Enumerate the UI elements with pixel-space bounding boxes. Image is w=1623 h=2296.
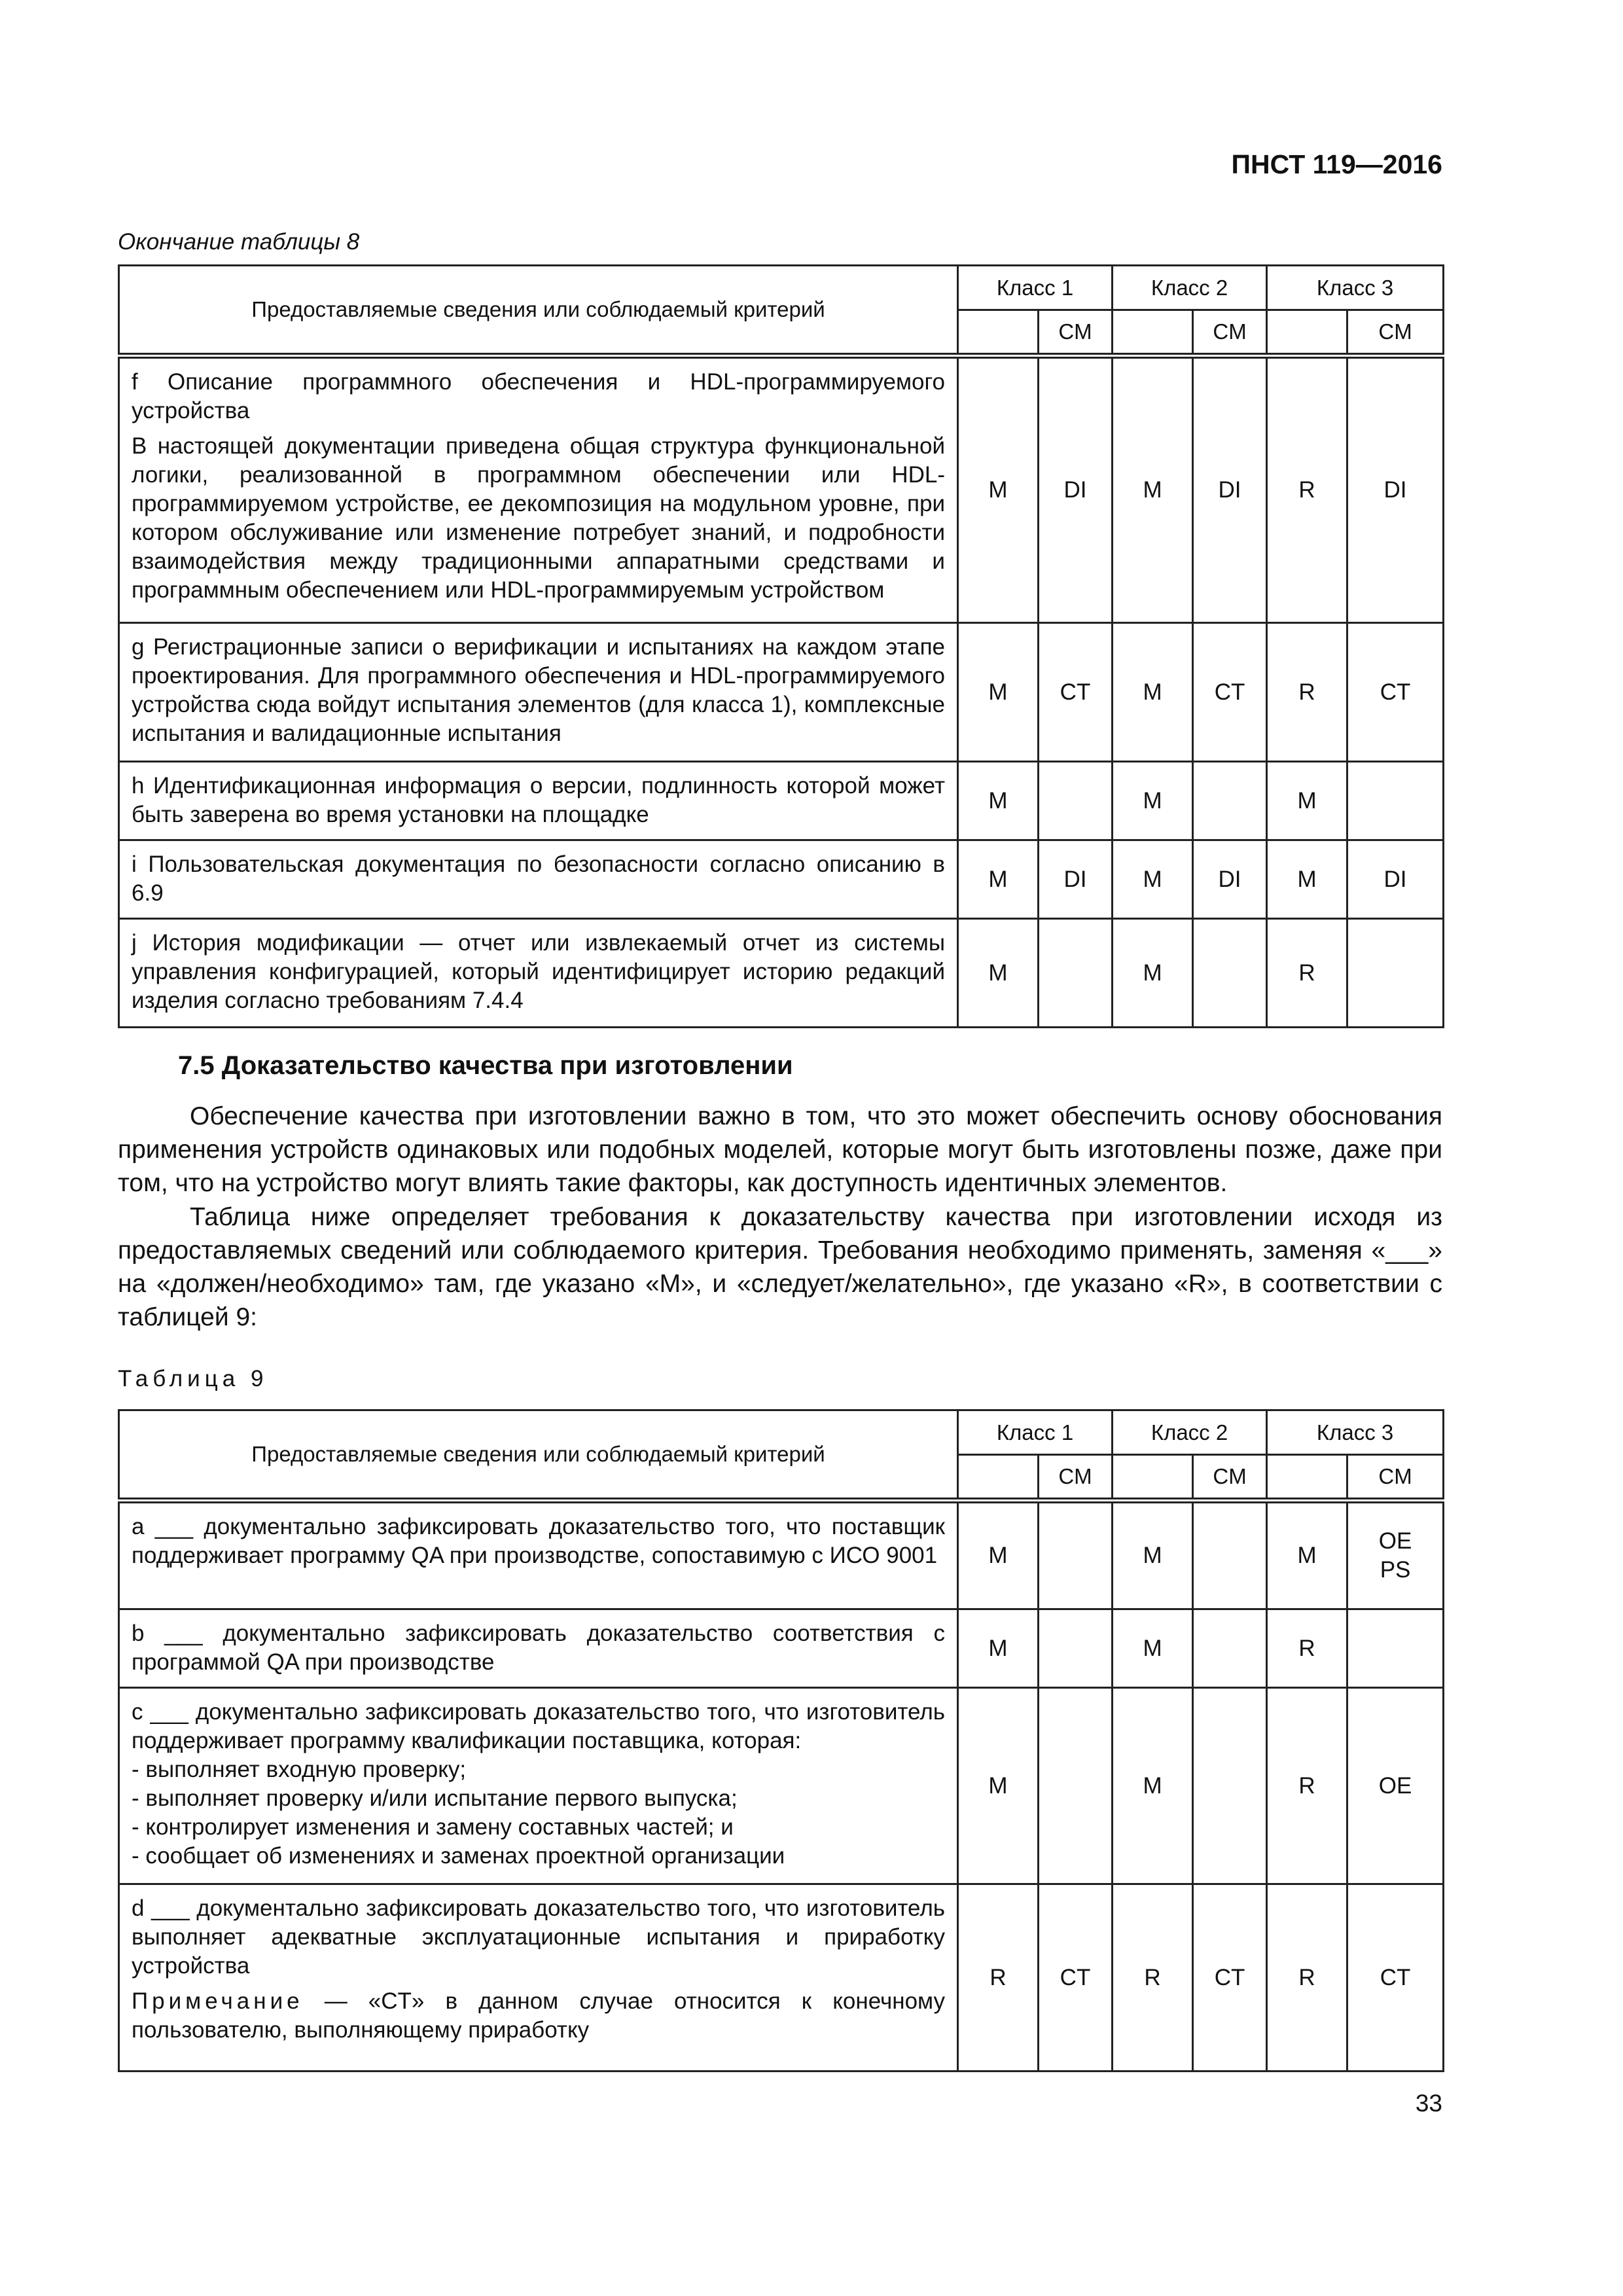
criterion-list: [132, 1755, 945, 1871]
subheader-cell: [958, 1455, 1039, 1501]
value-cell: [1347, 1609, 1444, 1688]
table-8: [118, 264, 1444, 1028]
list-item: - выполняет входную проверку;: [132, 1755, 945, 1784]
subheader-cell: [1267, 310, 1347, 356]
value-cell: M: [1267, 762, 1347, 840]
criterion-text: d ___ документально зафиксировать доказательство того, что изготовитель выполняет адекватные эксплуатационные испытания и приработку устройства: [132, 1895, 945, 1979]
criterion-text: g Регистрационные записи о верификации и испытаниях на каждом этапе проектирования. Для программного обеспечения и HDL-программируемого устройства сюда войдут испытания элементов (для класса 1), комплексные испытания и валидационные испытания: [132, 634, 945, 746]
subheader-cell: [1113, 1455, 1193, 1501]
criterion-cell: [119, 356, 958, 623]
value-cell: M: [1267, 840, 1347, 919]
subheader-cm: CM: [1039, 1455, 1113, 1501]
criterion-text: i Пользовательская документация по безопасности согласно описанию в 6.9: [132, 852, 945, 906]
value-cell: DI: [1039, 840, 1113, 919]
table9-caption: Таблица 9: [118, 1366, 268, 1391]
class-1-header: Класс 1: [958, 1410, 1113, 1455]
class-3-header: Класс 3: [1267, 266, 1444, 310]
criterion-text: h Идентификационная информация о версии, подлинность которой может быть заверена во время установки на площадке: [132, 773, 945, 827]
note-label: Примечание: [132, 1988, 304, 2014]
class-2-header: Класс 2: [1113, 1410, 1267, 1455]
table-9: [118, 1409, 1444, 2072]
value-cell: [1193, 919, 1267, 1028]
value-cell: R: [1267, 1688, 1347, 1884]
criterion-cell: [119, 919, 958, 1028]
value-cell: DI: [1193, 356, 1267, 623]
value-cell: CT: [1347, 1884, 1444, 2072]
value-cell: M: [958, 1609, 1039, 1688]
value-cell: CT: [1347, 623, 1444, 762]
subheader-cell: [1267, 1455, 1347, 1501]
note-text: — «CT» в данном случае относится к конечному пользователю, выполняющему приработку: [132, 1988, 945, 2043]
table-row: [119, 356, 1444, 623]
value-cell: R: [1267, 1609, 1347, 1688]
list-item: - контролирует изменения и замену составных частей; и: [132, 1813, 945, 1842]
criterion-text: a ___ документально зафиксировать доказательство того, что поставщик поддерживает программу QA при производстве, сопоставимую с ИСО 9001: [132, 1514, 945, 1568]
criterion-text: j История модификации — отчет или извлекаемый отчет из системы управления конфигурацией, который идентифицирует историю редакций изделия согласно требованиям 7.4.4: [132, 930, 945, 1013]
subheader-cm: CM: [1347, 1455, 1444, 1501]
value-cell: R: [1113, 1884, 1193, 2072]
value-cell: [1039, 919, 1113, 1028]
value-cell: M: [958, 919, 1039, 1028]
body-paragraph-text: Обеспечение качества при изготовлении важно в том, что это может обеспечить основу обоснования применения устройств одинаковых или подобных моделей, которые могут быть изготовлены позже, даже при том, что на устройство могут влиять такие факторы, как доступность идентичных элементов.: [118, 1102, 1442, 1197]
value-cell: M: [1113, 623, 1193, 762]
value-cell: M: [958, 840, 1039, 919]
document-code: ПНСТ 119—2016: [1231, 149, 1442, 179]
value-cell: M: [1113, 1688, 1193, 1884]
subheader-cm: CM: [1347, 310, 1444, 356]
value-cell: M: [958, 1501, 1039, 1609]
value-cell: DI: [1347, 840, 1444, 919]
table-row: [119, 1609, 1444, 1688]
table-row: [119, 919, 1444, 1028]
criterion-cell: [119, 1501, 958, 1609]
table-row: [119, 840, 1444, 919]
value-cell: [1347, 919, 1444, 1028]
criterion-header: Предоставляемые сведения или соблюдаемый критерий: [119, 266, 958, 356]
criterion-description: В настоящей документации приведена общая структура функциональной логики, реализованной в программном обеспечении или HDL-программируемом устройстве, ее декомпозиция на модульном уровне, при котором обслуживание или изменение потребует знаний, и подробности взаимодействия между традиционными аппаратными средствами и программным обеспечением или HDL-программируемым устройством: [132, 433, 945, 603]
value-cell: OE PS: [1347, 1501, 1444, 1609]
body-paragraph: [118, 1200, 1442, 1334]
value-cell: R: [1267, 356, 1347, 623]
value-cell: OE: [1347, 1688, 1444, 1884]
value-cell: DI: [1193, 840, 1267, 919]
value-cell: [1039, 1609, 1113, 1688]
table-row: [119, 762, 1444, 840]
value-cell: [1193, 1501, 1267, 1609]
subheader-cm: CM: [1039, 310, 1113, 356]
subheader-cm: CM: [1193, 310, 1267, 356]
criterion-title: f Описание программного обеспечения и HDL-программируемого устройства: [132, 369, 945, 423]
value-cell: [1039, 762, 1113, 840]
table-row: [119, 1884, 1444, 2072]
class-3-header: Класс 3: [1267, 1410, 1444, 1455]
value-cell: [1347, 762, 1444, 840]
value-cell: DI: [1039, 356, 1113, 623]
criterion-cell: [119, 1884, 958, 2072]
value-cell: M: [1113, 356, 1193, 623]
value-cell: [1193, 762, 1267, 840]
value-cell: [1039, 1501, 1113, 1609]
table-row: [119, 1501, 1444, 1609]
criterion-cell: [119, 1688, 958, 1884]
value-cell: R: [1267, 1884, 1347, 2072]
list-item: - сообщает об изменениях и заменах проектной организации: [132, 1842, 945, 1871]
body-paragraph-text: Таблица ниже определяет требования к доказательству качества при изготовлении исходя из предоставляемых сведений или соблюдаемого критерия. Требования необходимо применять, заменяя «___» на «должен/необходимо» там, где указано «M», и «следует/желательно», где указано «R», в соответствии с таблицей 9:: [118, 1203, 1442, 1331]
value-cell: CT: [1039, 623, 1113, 762]
body-paragraph: [118, 1100, 1442, 1200]
class-2-header: Класс 2: [1113, 266, 1267, 310]
value-cell: M: [958, 623, 1039, 762]
table-row: [119, 1688, 1444, 1884]
value-cell: R: [1267, 919, 1347, 1028]
list-item: - выполняет проверку и/или испытание первого выпуска;: [132, 1784, 945, 1813]
value-cell: CT: [1039, 1884, 1113, 2072]
value-cell: R: [1267, 623, 1347, 762]
value-cell: CT: [1193, 623, 1267, 762]
criterion-cell: [119, 840, 958, 919]
criterion-cell: [119, 762, 958, 840]
section-heading: 7.5 Доказательство качества при изготовлении: [178, 1051, 793, 1080]
value-cell: M: [958, 356, 1039, 623]
value-cell: [1193, 1609, 1267, 1688]
criterion-cell: [119, 1609, 958, 1688]
value-cell: M: [1113, 1501, 1193, 1609]
criterion-cell: [119, 623, 958, 762]
value-cell: CT: [1193, 1884, 1267, 2072]
class-1-header: Класс 1: [958, 266, 1113, 310]
value-cell: M: [958, 762, 1039, 840]
value-cell: DI: [1347, 356, 1444, 623]
value-cell: M: [1113, 919, 1193, 1028]
value-cell: [1193, 1688, 1267, 1884]
value-cell: M: [1267, 1501, 1347, 1609]
criterion-text: b ___ документально зафиксировать доказательство соответствия с программой QA при производстве: [132, 1621, 945, 1675]
note: [132, 1987, 945, 2045]
value-cell: M: [958, 1688, 1039, 1884]
table8-caption: Окончание таблицы 8: [118, 229, 360, 255]
subheader-cell: [1113, 310, 1193, 356]
value-cell: M: [1113, 840, 1193, 919]
subheader-cell: [958, 310, 1039, 356]
value-cell: M: [1113, 1609, 1193, 1688]
value-cell: M: [1113, 762, 1193, 840]
table-row: [119, 623, 1444, 762]
value-cell: [1039, 1688, 1113, 1884]
value-cell: R: [958, 1884, 1039, 2072]
criterion-header: Предоставляемые сведения или соблюдаемый критерий: [119, 1410, 958, 1501]
page-number: 33: [1415, 2090, 1442, 2117]
subheader-cm: CM: [1193, 1455, 1267, 1501]
criterion-text: c ___ документально зафиксировать доказательство того, что изготовитель поддерживает программу квалификации поставщика, которая:: [132, 1699, 945, 1753]
